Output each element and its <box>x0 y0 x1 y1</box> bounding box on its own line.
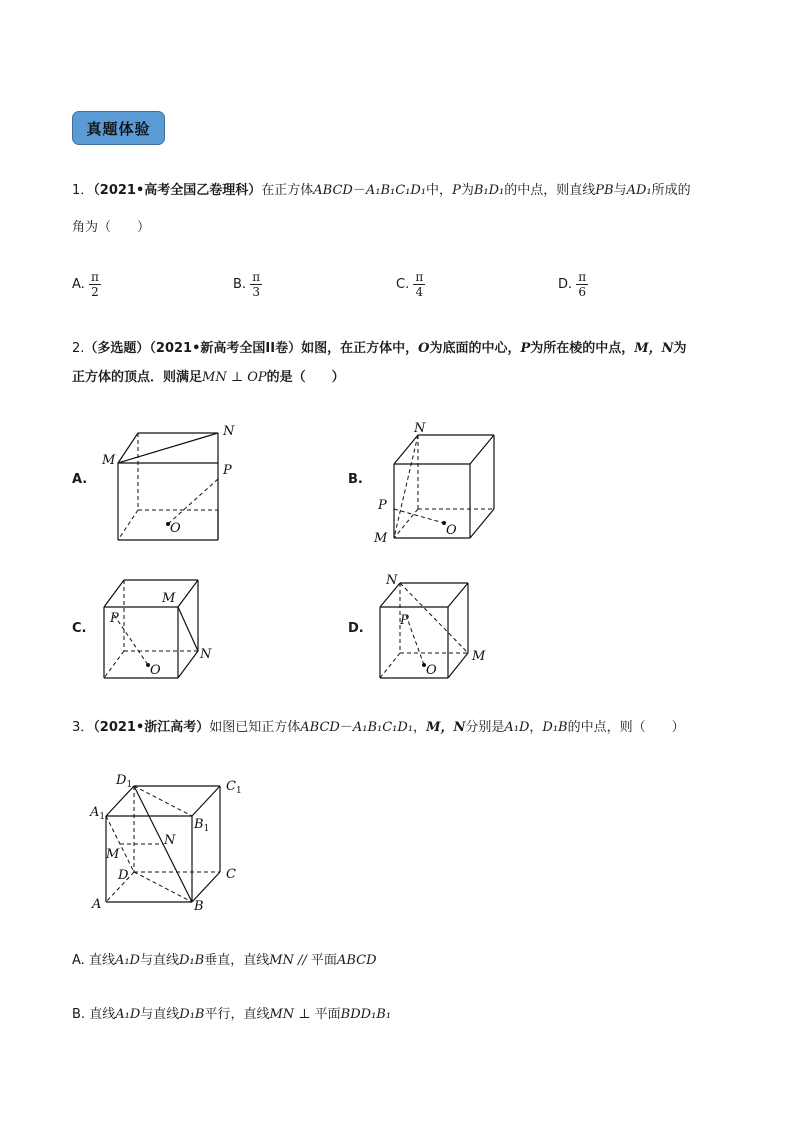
q1-option-d[interactable] <box>558 270 588 299</box>
q1-math: PB <box>595 183 614 198</box>
q3-math: ABCD <box>300 720 340 735</box>
q1-source: （2021•高考全国乙卷理科） <box>93 183 262 198</box>
point-label-p: P <box>110 611 119 626</box>
q1-option-a[interactable] <box>72 270 101 299</box>
q1-number: 1． <box>72 183 94 198</box>
q3-option-b[interactable] <box>72 1005 391 1025</box>
option-math: D₁B <box>179 953 205 968</box>
q2-figure-b <box>370 418 510 553</box>
option-fraction <box>413 270 425 299</box>
q3-text: ， <box>413 720 427 735</box>
frac-num: π <box>90 270 99 284</box>
point-label-b: B <box>194 899 204 914</box>
q3-text: 分别是 <box>465 720 505 735</box>
q1-text: 的中点，则直线 <box>504 183 596 198</box>
frac-den: 3 <box>252 285 260 299</box>
q2-fig-d-label[interactable]: D. <box>348 621 364 636</box>
option-fraction <box>89 270 101 299</box>
q3-option-a[interactable] <box>72 951 377 971</box>
frac-den: 2 <box>91 285 99 299</box>
q3-number: 3． <box>72 720 94 735</box>
option-label: A. <box>72 953 85 968</box>
point-label-m: M <box>102 453 116 468</box>
frac-num: π <box>578 270 587 284</box>
q1-math: A₁B₁C₁D₁ <box>365 183 427 198</box>
q3-text: － <box>339 720 353 735</box>
question-1-line-2: 角为（ ） <box>72 220 151 235</box>
option-text: 平行，直线 <box>204 1007 270 1022</box>
point-label-d1: $D_1$ <box>116 773 133 790</box>
q2-number: 2. <box>72 341 85 356</box>
option-math: MN ⊥ <box>269 1007 315 1022</box>
q1-text: 为 <box>460 183 474 198</box>
q2-fig-c-label[interactable]: C. <box>72 621 87 636</box>
q3-text: 如图已知正方体 <box>209 720 301 735</box>
q2-text: 为底面的中心， <box>429 341 521 356</box>
point-label-n: N <box>223 424 235 439</box>
q3-math: M，N <box>426 720 466 735</box>
q3-math: A₁B₁C₁D₁ <box>352 720 414 735</box>
point-label-p: P <box>400 613 409 628</box>
option-label: C. <box>396 277 410 292</box>
point-label-m: M <box>106 847 120 862</box>
section-title-box <box>72 111 165 145</box>
option-text: 平面 <box>314 1007 341 1022</box>
q3-text: ， <box>529 720 543 735</box>
point-label-n: N <box>386 573 398 588</box>
q2-text: 如图，在正方体中， <box>301 341 419 356</box>
q3-text: 的中点，则（ ） <box>567 720 685 735</box>
q2-figure-d <box>370 570 510 685</box>
q3-math: A₁D <box>504 720 530 735</box>
q1-text: 中， <box>426 183 453 198</box>
option-text: 与直线 <box>139 953 179 968</box>
q2-math: MN ⊥ OP <box>202 370 267 385</box>
question-3-line-1 <box>72 718 685 738</box>
q2-text: 正方体的顶点．则满足 <box>72 370 203 385</box>
q3-source: （2021•浙江高考） <box>93 720 210 735</box>
frac-den: 6 <box>578 285 587 299</box>
frac-num: π <box>252 270 261 284</box>
option-label: D. <box>558 277 573 292</box>
q2-figure-c <box>90 570 230 690</box>
frac-den: 4 <box>415 285 424 299</box>
q2-tag: （多选题） <box>84 341 150 356</box>
q2-figure-a <box>90 420 250 550</box>
option-text: 与直线 <box>140 1007 180 1022</box>
option-math: BDD₁B₁ <box>340 1007 392 1022</box>
q2-text: 为 <box>673 341 687 356</box>
option-math: ABCD <box>336 953 377 968</box>
option-math: D₁B <box>179 1007 205 1022</box>
q1-option-b[interactable] <box>233 270 262 299</box>
q2-math: O <box>418 341 430 356</box>
point-label-m: M <box>162 591 176 606</box>
option-math: MN // <box>269 953 311 968</box>
point-label-a: A <box>92 897 102 912</box>
q2-math: M，N <box>634 341 674 356</box>
q1-option-c[interactable] <box>396 270 425 299</box>
q2-text: 为所在棱的中点， <box>530 341 635 356</box>
point-label-o: O <box>150 663 161 678</box>
section-title: 真题体验 <box>86 119 151 138</box>
point-label-p: P <box>223 463 232 478</box>
option-math: A₁D <box>115 1007 141 1022</box>
option-label: A. <box>72 277 85 292</box>
q1-math: P <box>452 183 461 198</box>
point-label-b1: $B_1$ <box>194 817 210 834</box>
point-label-m: M <box>472 649 486 664</box>
point-label-c1: $C_1$ <box>226 779 242 796</box>
point-label-a1: $A_1$ <box>90 805 106 822</box>
point-label-c: C <box>226 867 236 882</box>
option-text: 直线 <box>89 1007 116 1022</box>
q3-math: D₁B <box>542 720 568 735</box>
point-label-o: O <box>170 521 181 536</box>
q3-figure <box>84 768 254 916</box>
q1-math: AD₁ <box>626 183 652 198</box>
option-text: 垂直，直线 <box>204 953 270 968</box>
question-2-line-1 <box>72 339 687 359</box>
option-text: 直线 <box>88 953 115 968</box>
point-label-p: P <box>378 498 387 513</box>
q1-text: 与 <box>613 183 627 198</box>
point-label-o: O <box>426 663 437 678</box>
frac-num: π <box>415 270 424 284</box>
q1-math: B₁D₁ <box>473 183 505 198</box>
point-label-n: N <box>164 833 176 848</box>
q2-fig-b-label[interactable]: B. <box>348 472 363 487</box>
option-math: A₁D <box>114 953 140 968</box>
point-label-m: M <box>374 531 388 546</box>
q2-text: 的是（ ） <box>266 370 345 385</box>
option-text: 平面 <box>310 953 337 968</box>
point-label-d: D <box>118 868 129 883</box>
point-label-n: N <box>200 647 212 662</box>
point-label-o: O <box>446 523 457 538</box>
q2-math: P <box>520 341 531 356</box>
option-fraction <box>250 270 262 299</box>
q1-text: 在正方体 <box>261 183 314 198</box>
question-2-line-2 <box>72 368 345 388</box>
q2-fig-a-label[interactable]: A. <box>72 472 88 487</box>
point-label-n: N <box>414 421 426 436</box>
question-1-line-1 <box>72 181 691 201</box>
option-label: B. <box>233 277 247 292</box>
q2-source: （2021•新高考全国II卷） <box>149 341 302 356</box>
q1-text: 所成的 <box>651 183 691 198</box>
option-label: B. <box>72 1007 86 1022</box>
option-fraction <box>576 270 588 299</box>
q1-math: ABCD <box>313 183 353 198</box>
q1-text: － <box>352 183 366 198</box>
